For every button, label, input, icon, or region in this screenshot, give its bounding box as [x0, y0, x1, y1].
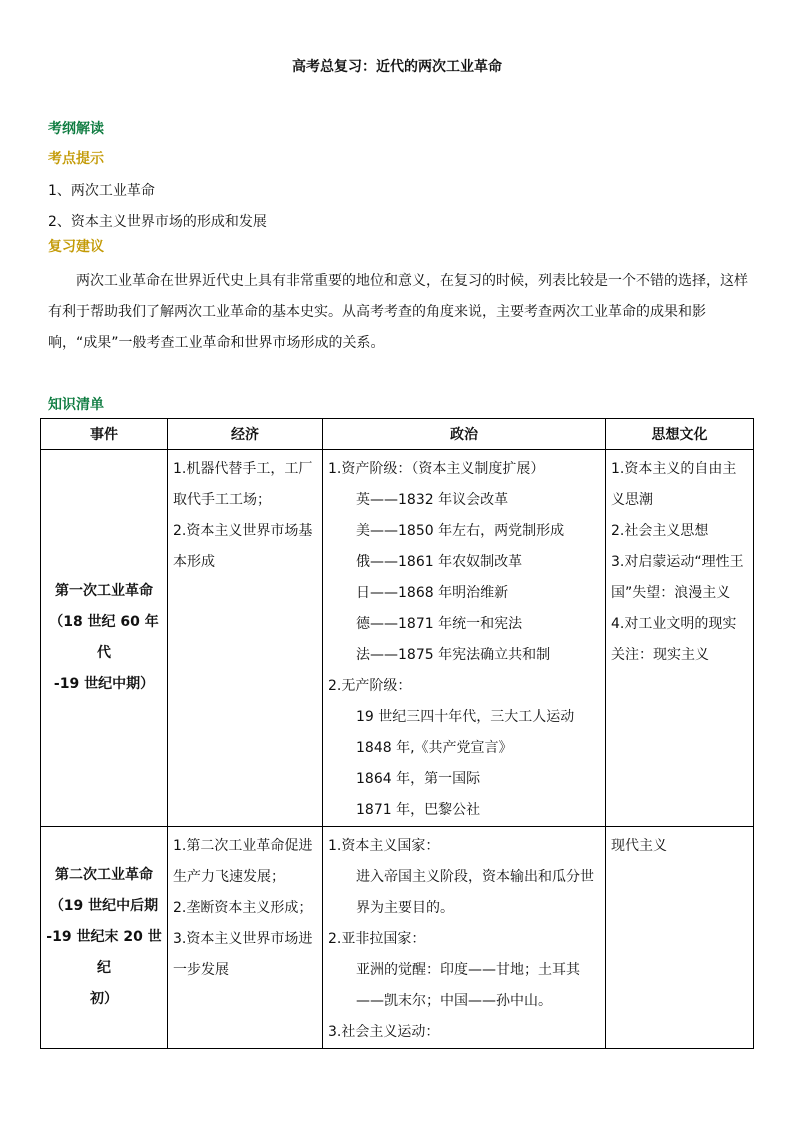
economy-cell — [168, 827, 323, 1049]
politics-item: 亚洲的觉醒：印度——甘地；土耳其——凯末尔；中国——孙中山。 — [356, 962, 580, 1009]
review-paragraph: 两次工业革命在世界近代史上具有非常重要的地位和意义，在复习的时候，列表比较是一个不错的选择，这样有利于帮助我们了解两次工业革命的基本史实。从高考考查的角度来说，主要考查两次工业革命的成果和影响，“成果”一般考查工业革命和世界市场形成的关系。 — [48, 273, 748, 351]
politics-item: 法——1875 年宪法确立共和制 — [356, 647, 551, 663]
point-item: 1、两次工业革命 — [48, 183, 155, 199]
review-heading: 复习建议 — [48, 239, 104, 255]
economy-item: 3.资本主义世界市场进一步发展 — [173, 931, 313, 978]
politics-item: 德——1871 年统一和宪法 — [356, 616, 523, 632]
culture-item: 1.资本主义的自由主义思潮 — [611, 461, 737, 508]
politics-item: 19 世纪三四十年代，三大工人运动 — [356, 709, 575, 725]
culture-item: 2.社会主义思想 — [611, 523, 709, 539]
politics-item: 进入帝国主义阶段，资本输出和瓜分世界为主要目的。 — [356, 869, 594, 916]
event-line: （18 世纪 60 年代 — [49, 614, 159, 661]
politics-cell — [323, 450, 606, 827]
culture-item: 3.对启蒙运动“理性王国”失望：浪漫主义 — [611, 554, 744, 601]
event-line: -19 世纪末 20 世纪 — [46, 929, 162, 976]
politics-item: 2.无产阶级： — [328, 678, 412, 694]
outline-heading: 考纲解读 — [48, 121, 104, 137]
politics-item: 日——1868 年明治维新 — [356, 585, 509, 601]
table-row — [41, 450, 754, 827]
event-line: 第一次工业革命 — [55, 583, 153, 599]
table-row — [41, 827, 754, 1049]
event-line: 第二次工业革命 — [55, 867, 153, 883]
header-event: 事件 — [41, 419, 168, 450]
politics-cell — [323, 827, 606, 1049]
table-header-row — [41, 419, 754, 450]
economy-item: 1.机器代替手工，工厂取代手工工场； — [173, 461, 313, 508]
header-politics: 政治 — [323, 419, 606, 450]
politics-item: 美——1850 年左右，两党制形成 — [356, 523, 565, 539]
header-culture: 思想文化 — [606, 419, 754, 450]
economy-item: 1.第二次工业革命促进生产力飞速发展； — [173, 838, 313, 885]
politics-item: 2.亚非拉国家： — [328, 931, 426, 947]
event-cell — [41, 827, 168, 1049]
culture-item: 4.对工业文明的现实关注：现实主义 — [611, 616, 737, 663]
economy-cell — [168, 450, 323, 827]
culture-item: 现代主义 — [611, 838, 667, 854]
politics-item: 1.资本主义国家： — [328, 838, 440, 854]
page-title: 高考总复习：近代的两次工业革命 — [292, 59, 502, 75]
economy-item: 2.资本主义世界市场基本形成 — [173, 523, 313, 570]
knowledge-table — [40, 418, 754, 1049]
economy-item: 2.垄断资本主义形成； — [173, 900, 313, 916]
points-heading: 考点提示 — [48, 151, 104, 167]
politics-item: 3.社会主义运动： — [328, 1024, 440, 1040]
politics-item: 俄——1861 年农奴制改革 — [356, 554, 523, 570]
politics-item: 1871 年，巴黎公社 — [356, 802, 481, 818]
politics-item: 1864 年，第一国际 — [356, 771, 481, 787]
politics-item: 英——1832 年议会改革 — [356, 492, 509, 508]
point-item: 2、资本主义世界市场的形成和发展 — [48, 214, 267, 230]
header-economy: 经济 — [168, 419, 323, 450]
politics-item: 1848 年,《共产党宣言》 — [356, 740, 513, 756]
event-cell — [41, 450, 168, 827]
politics-item: 1.资产阶级：（资本主义制度扩展） — [328, 461, 545, 477]
culture-cell — [606, 827, 754, 1049]
event-line: -19 世纪中期） — [53, 676, 155, 692]
list-heading: 知识清单 — [48, 397, 104, 413]
event-line: （19 世纪中后期 — [49, 898, 159, 914]
culture-cell — [606, 450, 754, 827]
event-line: 初） — [90, 991, 118, 1007]
